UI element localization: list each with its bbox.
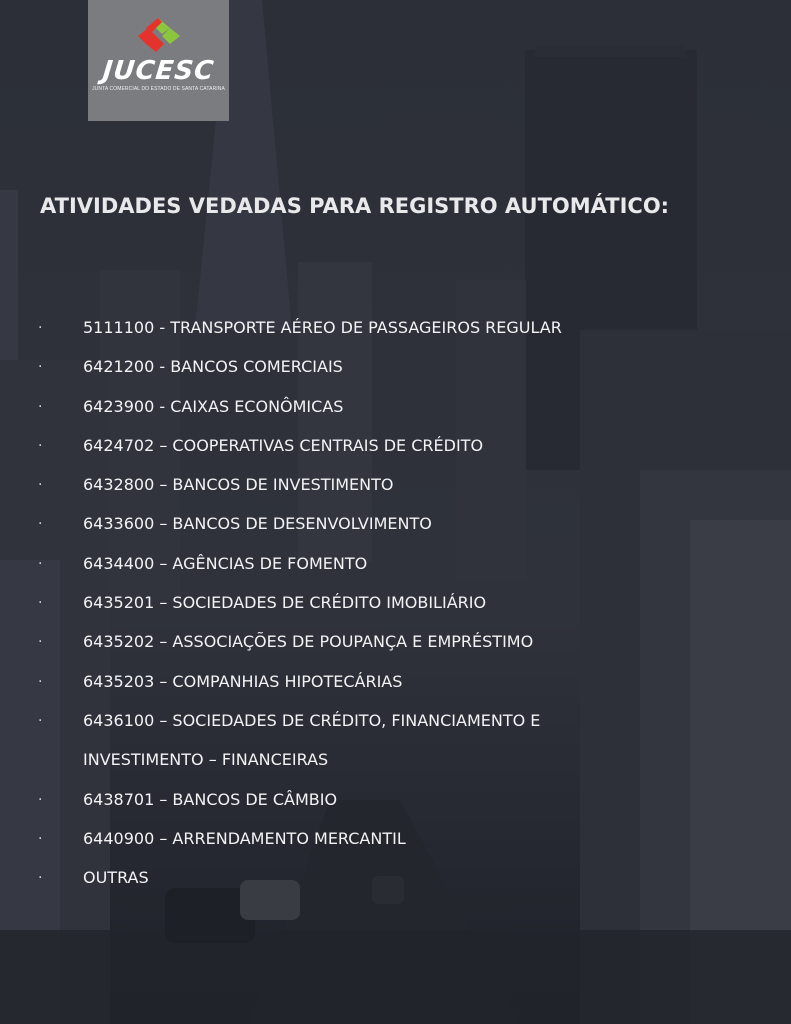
bullet: · (38, 634, 43, 651)
list-item-text: OUTRAS (83, 868, 149, 888)
page-title: ATIVIDADES VEDADAS PARA REGISTRO AUTOMÁTICO: (40, 194, 670, 218)
logo-wordmark: JUCESC (101, 56, 216, 86)
list-item (0, 629, 791, 668)
list-item (0, 315, 791, 354)
bullet: · (38, 555, 43, 572)
list-item-continuation (0, 747, 791, 786)
list-item (0, 787, 791, 826)
list-item-text: 6432800 – BANCOS DE INVESTIMENTO (83, 475, 394, 495)
list-item-text: 6438701 – BANCOS DE CÂMBIO (83, 789, 338, 809)
bullet: · (38, 477, 43, 494)
list-item (0, 669, 791, 708)
list-item-text: 6423900 - CAIXAS ECONÔMICAS (83, 396, 344, 416)
bullet: · (38, 437, 43, 454)
list-item-text: INVESTIMENTO – FINANCEIRAS (83, 750, 329, 770)
list-item (0, 826, 791, 865)
jucesc-logo (88, 0, 229, 121)
bullet: · (38, 791, 43, 808)
list-item-text: 6435201 – SOCIEDADES DE CRÉDITO IMOBILIÁRIO (83, 593, 487, 613)
activities-list (0, 315, 791, 904)
list-item-text: 6435202 – ASSOCIAÇÕES DE POUPANÇA E EMPRÉSTIMO (83, 632, 534, 652)
bullet: · (38, 516, 43, 533)
bullet: · (38, 830, 43, 847)
list-item-text: 6424702 – COOPERATIVAS CENTRAIS DE CRÉDITO (83, 435, 484, 455)
list-item-text: 6435203 – COMPANHIAS HIPOTECÁRIAS (83, 671, 403, 691)
bullet: · (38, 712, 43, 729)
bullet: · (38, 359, 43, 376)
list-item-text: 6433600 – BANCOS DE DESENVOLVIMENTO (83, 514, 432, 534)
list-item (0, 590, 791, 629)
bullet: · (38, 595, 43, 612)
list-item-text: 6434400 – AGÊNCIAS DE FOMENTO (83, 553, 368, 573)
list-item (0, 551, 791, 590)
list-item (0, 865, 791, 904)
list-item-text: 6436100 – SOCIEDADES DE CRÉDITO, FINANCIAMENTO E (83, 710, 541, 730)
list-item-text: 6440900 – ARRENDAMENTO MERCANTIL (83, 828, 406, 848)
list-item-text: 6421200 - BANCOS COMERCIAIS (83, 357, 343, 377)
list-item (0, 354, 791, 393)
jucesc-diamond-icon (136, 16, 182, 56)
logo-subtitle: JUNTA COMERCIAL DO ESTADO DE SANTA CATARINA (92, 86, 225, 92)
list-item (0, 511, 791, 550)
bullet: · (38, 398, 43, 415)
list-item (0, 394, 791, 433)
list-item (0, 708, 791, 747)
bullet: · (38, 320, 43, 336)
list-item (0, 433, 791, 472)
bullet: · (38, 673, 43, 690)
list-item (0, 472, 791, 511)
list-item-text: 5111100 - TRANSPORTE AÉREO DE PASSAGEIROS REGULAR (83, 318, 562, 337)
bullet: · (38, 870, 43, 887)
